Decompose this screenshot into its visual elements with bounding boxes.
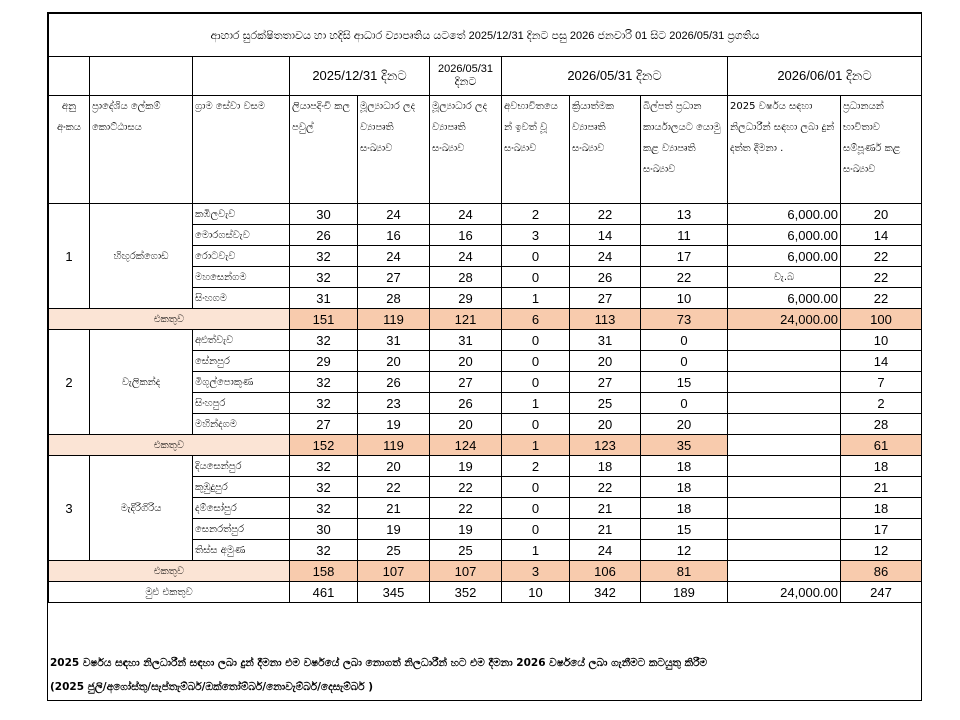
cell-bills: 0 (641, 393, 728, 414)
village-name: මහසෙන්ගම (193, 267, 290, 288)
cell-abandoned: 0 (502, 246, 570, 267)
village-name: සෙනරත්පුර (193, 519, 290, 540)
village-name: අළුත්වැව (193, 330, 290, 351)
cell-registered: 32 (290, 330, 358, 351)
cell-active: 24 (570, 540, 641, 561)
cell-completed: 10 (841, 330, 922, 351)
subtotal-registered: 152 (290, 435, 358, 456)
col-header-bills: බිල්පත් ප්‍රධාන කාර්යාලයට යොමු කළ ව්‍යාපෘති සංඛ්‍යාව (641, 96, 728, 204)
cell-amount (728, 540, 841, 561)
cell-bills: 10 (641, 288, 728, 309)
cell-completed: 22 (841, 267, 922, 288)
cell-approved-2025: 16 (358, 225, 430, 246)
village-name: මහින්දගම (193, 414, 290, 435)
col-header-approved-2025: මූල්‍යාධාර ලද ව්‍යාපෘති සංඛ්‍යාව (358, 96, 430, 204)
cell-registered: 32 (290, 456, 358, 477)
cell-active: 26 (570, 267, 641, 288)
header-group-2026-06-01: 2026/06/01 දිනට (728, 57, 922, 96)
cell-registered: 30 (290, 519, 358, 540)
cell-completed: 21 (841, 477, 922, 498)
cell-abandoned: 1 (502, 540, 570, 561)
subtotal-approved-2026: 107 (430, 561, 502, 582)
col-header-village: ග්‍රාම සේවා වසම (193, 96, 290, 204)
cell-bills: 12 (641, 540, 728, 561)
col-header-abandoned: අවභාවිතයෙ න් ඉවත් වූ සංඛ්‍යාව (502, 96, 570, 204)
cell-registered: 32 (290, 498, 358, 519)
grand-total-active: 342 (570, 582, 641, 603)
header-group-2026-05-31-a: 2026/05/31 දිනට (430, 57, 502, 96)
cell-completed: 14 (841, 225, 922, 246)
subtotal-active: 106 (570, 561, 641, 582)
cell-abandoned: 0 (502, 351, 570, 372)
cell-abandoned: 3 (502, 225, 570, 246)
col-header-approved-2026: මූල්‍යාධාර ලද ව්‍යාපෘති සංඛ්‍යාව (430, 96, 502, 204)
cell-registered: 32 (290, 477, 358, 498)
village-name: කඹිලවැව (193, 204, 290, 225)
cell-approved-2026: 20 (430, 351, 502, 372)
village-name: රොටවැව (193, 246, 290, 267)
village-name: සේනපුර (193, 351, 290, 372)
col-header-division: ප්‍රාදේශිය ලේකම් කොට්ඨාසය (90, 96, 193, 204)
village-name: සිංහපුර (193, 393, 290, 414)
cell-abandoned: 0 (502, 372, 570, 393)
village-name: තිස්ස අමුණ (193, 540, 290, 561)
cell-registered: 32 (290, 540, 358, 561)
cell-approved-2025: 28 (358, 288, 430, 309)
cell-approved-2026: 20 (430, 414, 502, 435)
col-header-completed: ප්‍රධානයන් භාවිතාව සම්පූර්ණ කළ සංඛ්‍යාව (841, 96, 922, 204)
cell-approved-2025: 20 (358, 456, 430, 477)
cell-active: 20 (570, 351, 641, 372)
village-name: කුඹුදුපුර (193, 477, 290, 498)
cell-approved-2025: 24 (358, 204, 430, 225)
subtotal-label: එකතුව (49, 309, 290, 330)
village-name: මිගුල්පොකුණ (193, 372, 290, 393)
cell-abandoned: 2 (502, 456, 570, 477)
col-header-registered: ලියාපදිංචි කල පවුල් (290, 96, 358, 204)
village-name: දියසෙන්පුර (193, 456, 290, 477)
footer-note (50, 651, 918, 699)
subtotal-active: 123 (570, 435, 641, 456)
cell-amount (728, 477, 841, 498)
subtotal-approved-2025: 119 (358, 435, 430, 456)
cell-amount (728, 456, 841, 477)
cell-active: 21 (570, 519, 641, 540)
cell-approved-2025: 27 (358, 267, 430, 288)
subtotal-row (49, 561, 922, 582)
cell-amount: 6,000.00 (728, 204, 841, 225)
table-row (49, 330, 922, 351)
subtotal-amount (728, 561, 841, 582)
cell-approved-2025: 25 (358, 540, 430, 561)
subtotal-label: එකතුව (49, 435, 290, 456)
cell-active: 27 (570, 288, 641, 309)
cell-approved-2025: 23 (358, 393, 430, 414)
cell-abandoned: 0 (502, 414, 570, 435)
cell-approved-2025: 19 (358, 519, 430, 540)
grand-total-registered: 461 (290, 582, 358, 603)
cell-approved-2026: 31 (430, 330, 502, 351)
division-name: වැලිකන්ද (90, 330, 193, 435)
cell-completed: 7 (841, 372, 922, 393)
cell-bills: 11 (641, 225, 728, 246)
cell-active: 20 (570, 414, 641, 435)
grand-total-row (49, 582, 922, 603)
cell-completed: 22 (841, 246, 922, 267)
cell-active: 22 (570, 477, 641, 498)
subtotal-row (49, 309, 922, 330)
cell-active: 25 (570, 393, 641, 414)
cell-active: 18 (570, 456, 641, 477)
cell-active: 21 (570, 498, 641, 519)
cell-approved-2025: 21 (358, 498, 430, 519)
cell-amount (728, 372, 841, 393)
cell-approved-2026: 22 (430, 498, 502, 519)
cell-amount: 6,000.00 (728, 246, 841, 267)
header-group-2025-12-31: 2025/12/31 දිනට (290, 57, 430, 96)
cell-completed: 28 (841, 414, 922, 435)
cell-completed: 20 (841, 204, 922, 225)
subtotal-approved-2025: 119 (358, 309, 430, 330)
header-group-2026-05-31-b: 2026/05/31 දිනට (502, 57, 728, 96)
cell-bills: 18 (641, 498, 728, 519)
cell-amount: 6,000.00 (728, 288, 841, 309)
header-empty-2 (90, 57, 193, 96)
cell-approved-2026: 25 (430, 540, 502, 561)
subtotal-row (49, 435, 922, 456)
cell-bills: 0 (641, 330, 728, 351)
cell-completed: 18 (841, 498, 922, 519)
subtotal-completed: 61 (841, 435, 922, 456)
cell-amount (728, 498, 841, 519)
cell-bills: 18 (641, 456, 728, 477)
cell-approved-2025: 26 (358, 372, 430, 393)
village-name: මොරගස්වැව (193, 225, 290, 246)
cell-registered: 26 (290, 225, 358, 246)
cell-abandoned: 0 (502, 477, 570, 498)
subtotal-bills: 81 (641, 561, 728, 582)
cell-abandoned: 0 (502, 267, 570, 288)
subtotal-bills: 73 (641, 309, 728, 330)
subtotal-amount (728, 435, 841, 456)
cell-amount: වැ.බ (728, 267, 841, 288)
cell-approved-2026: 19 (430, 456, 502, 477)
footer-line-1: 2025 වර්ෂය සඳහා නිලධාරීන් සඳහා ලබා දුන් දීමනා එම වර්ෂයේ ලබා නොගත් නිලධාරීන් හට එම දීමනා 2026 වර්ෂයේ ලබා ගැනීමට කටයුතු කිරීම (50, 657, 708, 669)
cell-amount (728, 519, 841, 540)
village-name: දම්සෝපුර (193, 498, 290, 519)
cell-approved-2026: 24 (430, 246, 502, 267)
subtotal-abandoned: 3 (502, 561, 570, 582)
cell-approved-2026: 16 (430, 225, 502, 246)
cell-bills: 18 (641, 477, 728, 498)
grand-total-amount: 24,000.00 (728, 582, 841, 603)
table-row (49, 204, 922, 225)
grand-total-approved-2026: 352 (430, 582, 502, 603)
subtotal-completed: 86 (841, 561, 922, 582)
cell-approved-2026: 24 (430, 204, 502, 225)
report-title: ආහාර සුරක්ෂිතතාවය හා හදිසි ආධාර ව්‍යාපෘතිය යටතේ 2025/12/31 දිනට පසු 2026 ජනවාරි 01 සිට 2026/05/31 ප්‍රගතිය (49, 14, 922, 57)
col-header-no: අනු අංකය (49, 96, 90, 204)
cell-completed: 18 (841, 456, 922, 477)
cell-approved-2026: 29 (430, 288, 502, 309)
cell-active: 14 (570, 225, 641, 246)
cell-active: 22 (570, 204, 641, 225)
cell-active: 27 (570, 372, 641, 393)
cell-approved-2026: 28 (430, 267, 502, 288)
cell-approved-2026: 22 (430, 477, 502, 498)
division-number: 2 (49, 330, 90, 435)
division-name: මැදිරිගිරිය (90, 456, 193, 561)
cell-registered: 29 (290, 351, 358, 372)
subtotal-approved-2026: 121 (430, 309, 502, 330)
cell-bills: 17 (641, 246, 728, 267)
cell-bills: 13 (641, 204, 728, 225)
cell-completed: 17 (841, 519, 922, 540)
cell-bills: 15 (641, 519, 728, 540)
grand-total-approved-2025: 345 (358, 582, 430, 603)
cell-completed: 12 (841, 540, 922, 561)
subtotal-abandoned: 1 (502, 435, 570, 456)
cell-approved-2026: 26 (430, 393, 502, 414)
cell-registered: 30 (290, 204, 358, 225)
progress-table (48, 13, 922, 603)
cell-bills: 22 (641, 267, 728, 288)
col-header-active: ක්‍රියාත්මක ව්‍යාපෘති සංඛ්‍යාව (570, 96, 641, 204)
cell-bills: 0 (641, 351, 728, 372)
cell-registered: 27 (290, 414, 358, 435)
subtotal-label: එකතුව (49, 561, 290, 582)
cell-abandoned: 0 (502, 330, 570, 351)
cell-approved-2025: 22 (358, 477, 430, 498)
cell-registered: 31 (290, 288, 358, 309)
cell-registered: 32 (290, 267, 358, 288)
division-number: 1 (49, 204, 90, 309)
header-empty-3 (193, 57, 290, 96)
cell-amount: 6,000.00 (728, 225, 841, 246)
cell-abandoned: 0 (502, 519, 570, 540)
grand-total-completed: 247 (841, 582, 922, 603)
cell-registered: 32 (290, 372, 358, 393)
cell-active: 24 (570, 246, 641, 267)
footer-line-2: (2025 ජුලි/අගෝස්තු/සැප්තැම්බර්/ඔක්තෝම්බර්/නොවැම්බර්/දෙසැම්බර් ) (50, 681, 374, 693)
cell-bills: 15 (641, 372, 728, 393)
cell-completed: 14 (841, 351, 922, 372)
village-name: සිංහගම (193, 288, 290, 309)
cell-amount (728, 414, 841, 435)
cell-amount (728, 393, 841, 414)
subtotal-approved-2025: 107 (358, 561, 430, 582)
header-empty-1 (49, 57, 90, 96)
cell-approved-2026: 19 (430, 519, 502, 540)
division-name: හිඟුරක්ගොඩ (90, 204, 193, 309)
cell-abandoned: 2 (502, 204, 570, 225)
cell-amount (728, 330, 841, 351)
subtotal-registered: 151 (290, 309, 358, 330)
cell-approved-2026: 27 (430, 372, 502, 393)
cell-approved-2025: 31 (358, 330, 430, 351)
subtotal-amount: 24,000.00 (728, 309, 841, 330)
cell-approved-2025: 24 (358, 246, 430, 267)
cell-amount (728, 351, 841, 372)
subtotal-approved-2026: 124 (430, 435, 502, 456)
cell-registered: 32 (290, 246, 358, 267)
grand-total-label: මුළු එකතුව (49, 582, 290, 603)
cell-abandoned: 1 (502, 288, 570, 309)
grand-total-bills: 189 (641, 582, 728, 603)
subtotal-abandoned: 6 (502, 309, 570, 330)
table-row (49, 456, 922, 477)
cell-completed: 22 (841, 288, 922, 309)
col-header-officer-amount: 2025 වර්ෂය සඳහා නිලධාරීන් සඳහා ලබා දුන් දත්ත දීමනා . (728, 96, 841, 204)
subtotal-active: 113 (570, 309, 641, 330)
cell-completed: 2 (841, 393, 922, 414)
report-sheet (47, 12, 922, 701)
cell-abandoned: 0 (502, 498, 570, 519)
grand-total-abandoned: 10 (502, 582, 570, 603)
cell-approved-2025: 19 (358, 414, 430, 435)
cell-bills: 20 (641, 414, 728, 435)
cell-active: 31 (570, 330, 641, 351)
subtotal-bills: 35 (641, 435, 728, 456)
cell-abandoned: 1 (502, 393, 570, 414)
cell-approved-2025: 20 (358, 351, 430, 372)
subtotal-completed: 100 (841, 309, 922, 330)
cell-registered: 32 (290, 393, 358, 414)
division-number: 3 (49, 456, 90, 561)
subtotal-registered: 158 (290, 561, 358, 582)
